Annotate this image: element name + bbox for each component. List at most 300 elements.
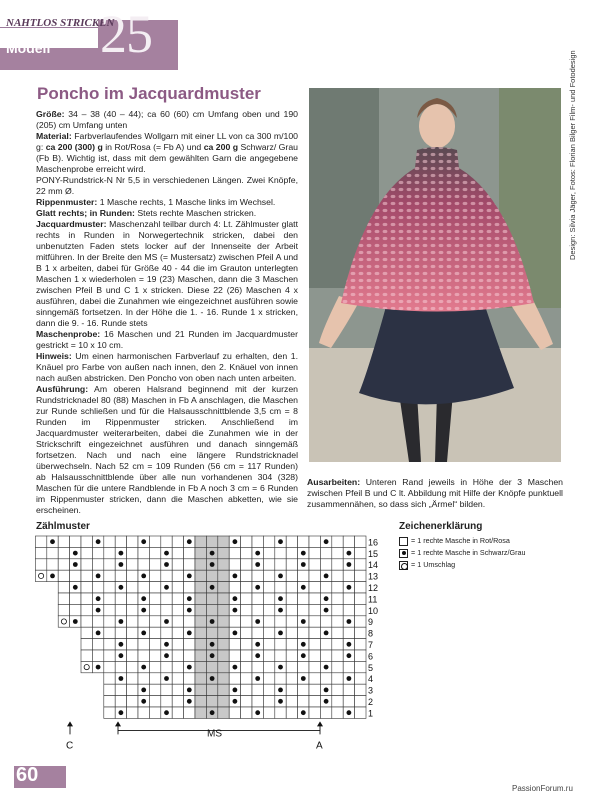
chart-cell xyxy=(127,650,138,661)
chart-cell xyxy=(309,616,320,627)
chart-dot xyxy=(324,688,329,693)
chart-cell xyxy=(172,684,183,695)
chart-dot xyxy=(324,631,329,636)
chart-dot xyxy=(233,596,238,601)
chart-cell xyxy=(195,684,206,695)
chart-cell xyxy=(172,627,183,638)
chart-cell xyxy=(355,593,366,604)
chart-cell xyxy=(229,650,240,661)
chart-cell xyxy=(286,547,297,558)
chart-dot xyxy=(347,551,352,556)
chart-cell xyxy=(104,570,115,581)
probe-label: Maschenprobe: xyxy=(36,329,101,339)
rippen-text: 1 Masche rechts, 1 Masche links im Wechsel. xyxy=(97,197,276,207)
chart-dot xyxy=(233,608,238,613)
chart-cell xyxy=(332,547,343,558)
chart-dot xyxy=(278,574,283,579)
chart-dot xyxy=(347,642,352,647)
chart-cell xyxy=(81,604,92,615)
chart-cell xyxy=(127,661,138,672)
chart-row-label: 14 xyxy=(368,560,379,571)
chart-cell xyxy=(218,559,229,570)
chart-cell xyxy=(127,673,138,684)
chart-dot xyxy=(73,551,78,556)
chart-cell xyxy=(138,582,149,593)
chart-cell xyxy=(35,536,46,547)
material-text-c: in Rot/Rosa (= Fb A) und xyxy=(102,142,204,152)
chart-cell xyxy=(298,604,309,615)
legend-item-black xyxy=(399,547,525,559)
pony-paragraph: PONY-Rundstrick-N Nr 5,5 in verschiedenen Längen. Zwei Knöpfe, 22 mm Ø. xyxy=(36,175,298,196)
chart-cell xyxy=(195,627,206,638)
chart-cell xyxy=(149,696,160,707)
chart-cell xyxy=(206,684,217,695)
legend-text-black: = 1 rechte Masche in Schwarz/Grau xyxy=(411,548,526,557)
chart-cell xyxy=(263,639,274,650)
page-number: 60 xyxy=(16,764,39,786)
chart-cell xyxy=(286,570,297,581)
chart-dot xyxy=(278,665,283,670)
chart-cell xyxy=(298,661,309,672)
chart-cell xyxy=(218,627,229,638)
arrow-a-head xyxy=(317,721,323,726)
chart-dot xyxy=(301,551,306,556)
chart-cell xyxy=(309,582,320,593)
chart-cell xyxy=(355,536,366,547)
chart-row-label: 7 xyxy=(368,640,374,650)
chart-cell xyxy=(127,536,138,547)
chart-cell xyxy=(206,604,217,615)
chart-cell xyxy=(138,650,149,661)
chart-cell xyxy=(81,547,92,558)
chart-cell xyxy=(229,707,240,718)
chart-dot xyxy=(73,585,78,590)
chart-cell xyxy=(115,627,126,638)
chart-cell xyxy=(172,582,183,593)
chart-cell xyxy=(184,707,195,718)
jacquard-text: Maschenzahl teilbar durch 4: Lt. Zählmuster glatt rechts in Runden in Norwegertechnik stricken, dabei den unbenutzten Faden stets locker auf der Innenseite der Arbeit mitführen. In der Breite den MS (= Mustersatz) zwischen Pfeil A und B 1 x arbeiten, dabei für Größe 40 - 44 die im Grauton unterlegten Maschen 1 x wiederholen = 19 (23) Maschen, dann die 3 Maschen zwischen Pfeil B und C 1 x stricken. Diese 22 (26) Maschen 4 x ausführen, dabei die Zunahmen wie eingezeichnet ausführen sowie sinngemäß fortsetzen. In der Höhe die 1. - 16. Runde 1 x stricken, dann die 9. - 16. Runde stets xyxy=(36,219,298,328)
chart-cell xyxy=(127,684,138,695)
chart-cell xyxy=(161,627,172,638)
chart-cell xyxy=(252,627,263,638)
chart-cell xyxy=(309,707,320,718)
chart-cell xyxy=(115,593,126,604)
chart-cell xyxy=(149,570,160,581)
chart-cell xyxy=(161,696,172,707)
chart-cell xyxy=(309,559,320,570)
chart-dot xyxy=(278,539,283,544)
chart-cell xyxy=(58,604,69,615)
chart-dot xyxy=(96,608,101,613)
chart-cell xyxy=(161,684,172,695)
chart-dot xyxy=(119,585,124,590)
chart-cell xyxy=(115,536,126,547)
chart-yarnover xyxy=(39,573,44,578)
chart-dot xyxy=(187,699,192,704)
chart-cell xyxy=(149,707,160,718)
chart-cell xyxy=(218,639,229,650)
chart-cell xyxy=(332,582,343,593)
chart-cell xyxy=(355,627,366,638)
chart-dot xyxy=(233,665,238,670)
chart-cell xyxy=(172,673,183,684)
chart-cell xyxy=(58,570,69,581)
chart-cell xyxy=(263,627,274,638)
chart-dot xyxy=(73,562,78,567)
chart-dot xyxy=(141,665,146,670)
chart-cell xyxy=(115,684,126,695)
chart-cell xyxy=(149,547,160,558)
chart-cell xyxy=(286,639,297,650)
chart-cell xyxy=(58,582,69,593)
chart-cell xyxy=(241,707,252,718)
chart-cell xyxy=(229,639,240,650)
chart-cell xyxy=(286,616,297,627)
chart-cell xyxy=(81,639,92,650)
chart-dot xyxy=(301,710,306,715)
chart-cell xyxy=(149,650,160,661)
chart-dot xyxy=(255,676,260,681)
chart-cell xyxy=(161,604,172,615)
chart-dot xyxy=(96,574,101,579)
chart-cell xyxy=(332,559,343,570)
chart-dot xyxy=(255,619,260,624)
chart-cell xyxy=(320,673,331,684)
chart-cell xyxy=(92,547,103,558)
chart-cell xyxy=(206,696,217,707)
chart-cell xyxy=(298,593,309,604)
footer-site: PassionForum.ru xyxy=(512,784,573,793)
chart-cell xyxy=(104,547,115,558)
chart-cell xyxy=(195,547,206,558)
chart-cell xyxy=(92,650,103,661)
chart-cell xyxy=(275,559,286,570)
chart-cell xyxy=(229,559,240,570)
chart-cell xyxy=(58,559,69,570)
chart-dot xyxy=(255,551,260,556)
chart-cell xyxy=(286,696,297,707)
chart-row-label: 3 xyxy=(368,685,374,696)
chart-cell xyxy=(343,536,354,547)
chart-dot xyxy=(119,562,124,567)
chart-cell xyxy=(70,536,81,547)
chart-dot xyxy=(164,619,169,624)
chart-dot xyxy=(347,585,352,590)
chart-cell xyxy=(127,627,138,638)
chart-dot xyxy=(119,619,124,624)
chart-cell xyxy=(206,536,217,547)
chart-cell xyxy=(355,684,366,695)
chart-dot xyxy=(187,596,192,601)
chart-cell xyxy=(298,627,309,638)
arrow-b-head xyxy=(115,721,121,726)
chart-cell xyxy=(332,593,343,604)
chart-cell xyxy=(241,604,252,615)
chart-cell xyxy=(298,684,309,695)
chart-cell xyxy=(104,650,115,661)
chart-cell xyxy=(104,661,115,672)
chart-dot xyxy=(141,631,146,636)
chart-cell xyxy=(320,650,331,661)
chart-dot xyxy=(187,608,192,613)
chart-dot xyxy=(210,642,215,647)
chart-cell xyxy=(309,696,320,707)
chart-dot xyxy=(141,688,146,693)
chart-cell xyxy=(309,684,320,695)
chart-cell xyxy=(263,570,274,581)
chart-cell xyxy=(81,650,92,661)
chart-dot xyxy=(73,619,78,624)
chart-row-label: 16 xyxy=(368,537,379,548)
chart-cell xyxy=(184,616,195,627)
chart-cell xyxy=(195,650,206,661)
chart-cell xyxy=(332,673,343,684)
chart-dot xyxy=(164,562,169,567)
chart-cell xyxy=(332,616,343,627)
chart-row-label: 10 xyxy=(368,605,379,616)
chart-dot xyxy=(324,699,329,704)
chart-dot xyxy=(255,653,260,658)
chart-cell xyxy=(206,627,217,638)
chart-cell xyxy=(309,570,320,581)
chart-dot xyxy=(164,551,169,556)
chart-cell xyxy=(184,639,195,650)
chart-cell xyxy=(355,582,366,593)
chart-cell xyxy=(229,673,240,684)
chart-cell xyxy=(263,547,274,558)
chart-cell xyxy=(184,650,195,661)
page-title: Poncho im Jacquardmuster xyxy=(37,84,261,103)
chart-cell xyxy=(332,536,343,547)
chart-cell xyxy=(218,616,229,627)
chart-row-label: 5 xyxy=(368,662,374,673)
chart-dot xyxy=(278,688,283,693)
chart-cell xyxy=(218,547,229,558)
chart-dot xyxy=(233,688,238,693)
groesse-label: Größe: xyxy=(36,109,65,119)
jacquard-label: Jacquardmuster: xyxy=(36,219,107,229)
chart-cell xyxy=(127,707,138,718)
chart-cell xyxy=(161,570,172,581)
chart-dot xyxy=(255,585,260,590)
chart-cell xyxy=(332,650,343,661)
chart-cell xyxy=(104,593,115,604)
chart-cell xyxy=(218,673,229,684)
chart-cell xyxy=(47,547,58,558)
arrow-c-head xyxy=(67,721,73,726)
chart-cell xyxy=(275,650,286,661)
chart-cell xyxy=(104,582,115,593)
chart-cell xyxy=(241,650,252,661)
chart-cell xyxy=(195,661,206,672)
chart-cell xyxy=(138,547,149,558)
chart-cell xyxy=(149,559,160,570)
chart-cell xyxy=(104,616,115,627)
chart-cell xyxy=(127,604,138,615)
chart-cell xyxy=(92,582,103,593)
chart-cell xyxy=(332,604,343,615)
ausfuehrung-text: Am oberen Halsrand beginnend mit der kurzen Rundstricknadel 80 (88) Maschen in Fb A anschlagen, die Maschen zur Runde schließen und für die Halsausschnittblende 3,5 cm = 8 Runden im Rippenmuster stricken. Anschließend im Jacquardmuster weiterarbeiten, dabei die Zunahmen wie in der Strickschrift eingezeichnet ausführen und danach sinngemäß fortsetzen. Nach und nach eine längere Rundstricknadel überwechseln. Nach 52 cm = 109 Runden (56 cm = 117 Runden) ab Halsausschnittblende über alle nun vorhandenen 304 (328) Maschen für die untere Randblende in Fb A noch 3 cm = 6 Runden im Rippenmuster stricken, dann die Maschen abketten, wie sie erscheinen. xyxy=(36,384,298,515)
chart-cell xyxy=(355,707,366,718)
chart-row-label: 15 xyxy=(368,548,379,559)
chart-cell xyxy=(355,604,366,615)
chart-cell xyxy=(309,627,320,638)
chart-cell xyxy=(218,650,229,661)
chart-cell xyxy=(263,536,274,547)
chart-dot xyxy=(164,653,169,658)
legend-text-red: = 1 rechte Masche in Rot/Rosa xyxy=(411,536,510,545)
chart-cell xyxy=(81,536,92,547)
chart-cell xyxy=(218,593,229,604)
chart-cell xyxy=(172,559,183,570)
chart-cell xyxy=(332,696,343,707)
chart-cell xyxy=(252,536,263,547)
chart-row-label: 2 xyxy=(368,697,374,707)
chart-cell xyxy=(355,559,366,570)
chart-dot xyxy=(96,665,101,670)
arrow-label-a: A xyxy=(316,740,323,752)
chart-cell xyxy=(92,559,103,570)
chart-dot xyxy=(301,585,306,590)
chart-cell xyxy=(115,570,126,581)
chart-dot xyxy=(119,653,124,658)
legend-item-yarnover xyxy=(399,559,525,571)
chart-cell xyxy=(309,604,320,615)
chart-cell xyxy=(195,582,206,593)
chart-dot xyxy=(324,574,329,579)
chart-cell xyxy=(127,593,138,604)
chart-cell xyxy=(92,639,103,650)
chart-row-label: 12 xyxy=(368,583,379,593)
chart-cell xyxy=(275,707,286,718)
chart-yarnover xyxy=(84,665,89,670)
chart-dot xyxy=(301,619,306,624)
chart-dot xyxy=(119,676,124,681)
chart-cell xyxy=(92,616,103,627)
chart-cell xyxy=(343,604,354,615)
chart-cell xyxy=(286,559,297,570)
chart-cell xyxy=(355,547,366,558)
chart-cell xyxy=(275,673,286,684)
ausfuehrung-label: Ausführung: xyxy=(36,384,89,394)
chart-cell xyxy=(58,547,69,558)
material-text-a: Farbverlaufendes Wollgarn mit einer LL von ca 300 m/100 g: xyxy=(36,131,298,152)
chart-dot xyxy=(233,574,238,579)
chart-cell xyxy=(149,673,160,684)
chart-cell xyxy=(298,570,309,581)
chart-cell xyxy=(275,639,286,650)
chart-cell xyxy=(286,627,297,638)
chart-cell xyxy=(286,536,297,547)
chart-cell xyxy=(115,604,126,615)
chart-cell xyxy=(241,696,252,707)
chart-dot xyxy=(278,699,283,704)
chart-cell xyxy=(195,639,206,650)
chart-cell xyxy=(241,684,252,695)
chart-cell xyxy=(252,696,263,707)
ausarbeiten-label: Ausarbeiten: xyxy=(307,477,361,487)
chart-cell xyxy=(127,696,138,707)
chart-cell xyxy=(355,570,366,581)
chart-cell xyxy=(218,661,229,672)
chart-cell xyxy=(195,604,206,615)
chart-cell xyxy=(206,593,217,604)
chart-cell xyxy=(263,696,274,707)
chart-dot xyxy=(164,710,169,715)
chart-dot xyxy=(141,608,146,613)
chart-dot xyxy=(164,676,169,681)
chart-cell xyxy=(218,684,229,695)
chart-cell xyxy=(172,696,183,707)
chart-cell xyxy=(149,582,160,593)
chart-dot xyxy=(233,699,238,704)
chart-dot xyxy=(301,676,306,681)
groesse-text: 34 – 38 (40 – 44); ca 60 (60) cm Umfang oben und 190 (205) cm Umfang unten xyxy=(36,109,298,130)
header-kicker: NAHTLOS STRICKEN xyxy=(6,17,115,29)
chart-cell xyxy=(252,593,263,604)
hinweis-label: Hinweis: xyxy=(36,351,72,361)
chart-cell xyxy=(58,536,69,547)
chart-dot xyxy=(324,539,329,544)
chart-cell xyxy=(241,661,252,672)
material-label: Material: xyxy=(36,131,72,141)
chart-cell xyxy=(138,639,149,650)
chart-cell xyxy=(355,673,366,684)
chart-cell xyxy=(241,536,252,547)
chart-dot xyxy=(141,699,146,704)
chart-cell xyxy=(195,559,206,570)
chart-cell xyxy=(161,593,172,604)
chart-cell xyxy=(81,582,92,593)
chart-cell xyxy=(104,639,115,650)
chart-cell xyxy=(263,650,274,661)
chart-dot xyxy=(187,688,192,693)
chart-dot xyxy=(233,539,238,544)
chart-cell xyxy=(241,582,252,593)
legend-title: Zeichenerklärung xyxy=(399,521,483,532)
chart-cell xyxy=(229,547,240,558)
chart-cell xyxy=(263,707,274,718)
material-text-b: ca 200 (300) g xyxy=(45,142,103,152)
ausarbeiten-text: Unteren Rand jeweils in Höhe der 3 Maschen zwischen Pfeil B und C lt. Abbildung mit Hilfe der Knöpfe punktuell zusammennähen, so dass sich „Ärmel“ bilden. xyxy=(307,477,563,509)
chart-cell xyxy=(172,639,183,650)
chart-cell xyxy=(355,639,366,650)
model-number: 25 xyxy=(100,4,152,64)
chart-title: Zählmuster xyxy=(36,521,90,532)
chart-cell xyxy=(309,536,320,547)
chart-cell xyxy=(309,650,320,661)
chart-cell xyxy=(275,582,286,593)
chart-dot xyxy=(210,676,215,681)
chart-dot xyxy=(119,642,124,647)
chart-cell xyxy=(172,547,183,558)
chart-cell xyxy=(172,616,183,627)
chart-dot xyxy=(233,631,238,636)
legend xyxy=(399,535,525,571)
chart-cell xyxy=(172,661,183,672)
chart-dot xyxy=(141,574,146,579)
chart-cell xyxy=(309,593,320,604)
chart-dot xyxy=(187,631,192,636)
chart-cell xyxy=(104,627,115,638)
chart-cell xyxy=(172,570,183,581)
ring-box-icon xyxy=(399,561,408,570)
chart-cell xyxy=(138,673,149,684)
chart-cell xyxy=(127,570,138,581)
chart-cell xyxy=(218,604,229,615)
chart-dot xyxy=(210,710,215,715)
chart-dot xyxy=(347,653,352,658)
